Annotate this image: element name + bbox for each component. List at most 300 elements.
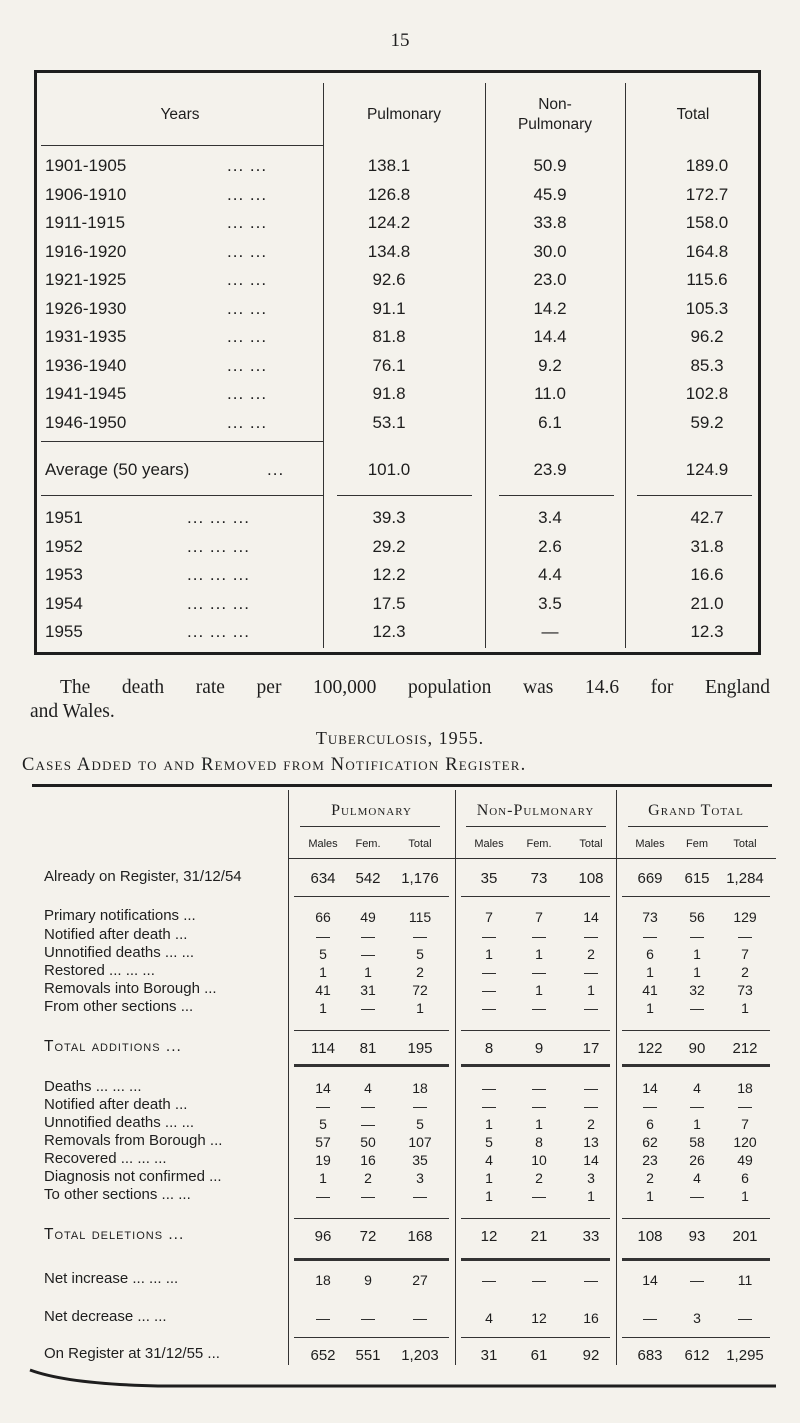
total-cell: 172.7 [685,184,729,204]
register-cell: 542 [355,870,381,887]
register-cell: — [584,1000,598,1016]
section-rule [294,896,449,897]
years-cell: 1901-1905 [45,156,127,175]
register-cell: 2 [587,1116,595,1132]
register-cell: 615 [684,870,710,887]
register-row-label: Removals from Borough ... [44,1132,223,1149]
total-cell: 42.7 [690,508,724,527]
register-cell: 49 [737,1152,753,1168]
register-row-label: Total deletions ... [44,1226,185,1243]
register-cell: — [316,928,330,944]
register-cell: 31 [480,1347,498,1364]
register-cell: 1 [693,964,701,980]
average-dots: ... [267,460,285,479]
register-cell: — [584,1080,598,1096]
section-rule [622,1030,770,1031]
register-cell: 10 [531,1152,547,1168]
register-cell: 6 [741,1170,749,1186]
register-cell: 4 [485,1310,493,1326]
register-cell: 13 [583,1134,599,1150]
subheader-cell: Total [579,838,603,850]
register-row-label: Diagnosis not confirmed ... [44,1168,222,1185]
register-cell: 17 [582,1040,600,1057]
note-line-1: The death rate per 100,000 population was 14.6 for England [60,677,770,698]
register-cell: 1 [319,1170,327,1186]
non-pulmonary-cell: 33.8 [533,213,567,232]
register-cell: 49 [360,909,376,925]
register-row-label: Notified after death ... [44,926,188,943]
register-cell: 96 [314,1228,332,1245]
non-pulmonary-cell: 6.1 [538,412,562,432]
section-rule [622,1218,770,1219]
register-cell: — [361,1000,375,1016]
register-cell: 1 [485,1170,493,1186]
non-pulmonary-cell: 4.4 [538,565,562,584]
register-cell: 3 [416,1170,424,1186]
register-cell: 33 [582,1228,600,1245]
register-cell: — [482,982,496,998]
register-cell: 2 [741,964,749,980]
register-cell: 107 [408,1134,432,1150]
total-cell: 16.6 [690,565,724,584]
group-grand-total: Grand Total [648,802,744,819]
section-rule [461,1258,610,1261]
page-number: 15 [390,30,410,51]
register-cell: 108 [637,1228,663,1245]
register-cell: 12 [531,1310,547,1326]
register-cell: — [738,928,752,944]
register-cell: 4 [693,1170,701,1186]
bottom-rule [28,1368,778,1388]
pulmonary-cell: 126.8 [367,184,411,204]
subheader-cell: Males [635,838,665,850]
register-cell: 4 [693,1080,701,1096]
years-cell: 1954 [45,593,83,613]
register-cell: 551 [355,1347,381,1364]
leader-dots: ... ... [227,213,268,232]
leader-dots: ... ... [227,156,268,175]
non-pulmonary-cell: 14.4 [533,327,567,346]
register-cell: 1 [646,964,654,980]
register-cell: — [690,1188,704,1204]
register-cell: 8 [484,1040,494,1057]
section-rule [622,1337,770,1338]
register-cell: 12 [480,1228,498,1245]
years-cell: 1941-1945 [45,384,127,403]
register-row-label: Primary notifications ... [44,907,196,924]
register-row-label: Unnotified deaths ... ... [44,944,195,961]
register-cell: 18 [737,1080,753,1096]
register-cell: — [690,1098,704,1114]
register-cell: — [413,928,427,944]
register-cell: 1 [646,1188,654,1204]
section-rule [622,1258,770,1261]
register-cell: 5 [416,1116,424,1132]
register-cell: 1 [646,1000,654,1016]
register-cell: 14 [642,1272,658,1288]
register-cell: — [316,1098,330,1114]
section-rule [622,1064,770,1067]
register-row-label: To other sections ... ... [44,1186,191,1203]
header-pulmonary: Pulmonary [366,106,442,123]
register-cell: 1,295 [726,1347,764,1364]
register-cell: — [584,928,598,944]
register-cell: 1,203 [401,1347,439,1364]
pulmonary-cell: 81.8 [372,327,406,346]
register-cell: — [584,1098,598,1114]
register-row-label: Total additions ... [44,1038,182,1055]
leader-dots: ... ... ... [187,565,250,584]
register-cell: 73 [642,909,658,925]
register-cell: 5 [485,1134,493,1150]
column-divider [455,790,456,1365]
subheader-rule [288,858,776,859]
section-title: Cases Added to and Removed from Notification Register. [22,755,527,775]
register-cell: — [316,1310,330,1326]
register-cell: — [482,928,496,944]
register-cell: 57 [315,1134,331,1150]
register-cell: 201 [732,1228,758,1245]
leader-dots: ... ... ... [187,593,250,613]
register-cell: — [532,1000,546,1016]
leader-dots: ... ... ... [187,622,250,641]
non-pulmonary-cell: 23.0 [533,270,567,289]
non-pulmonary-cell: 50.9 [533,156,567,175]
register-cell: — [738,1098,752,1114]
register-cell: 652 [310,1347,336,1364]
total-cell: 189.0 [685,156,729,175]
register-cell: 6 [646,946,654,962]
register-cell: 1 [741,1188,749,1204]
register-cell: — [584,1272,598,1288]
register-cell: 1,284 [726,870,764,887]
section-rule [294,1337,449,1338]
register-cell: 92 [582,1347,600,1364]
subheader-cell: Total [733,838,757,850]
register-cell: 7 [535,909,543,925]
years-cell: 1946-1950 [45,412,127,432]
register-cell: 3 [693,1310,701,1326]
total-cell: 105.3 [685,298,729,318]
group-rule [300,826,440,827]
register-cell: 1 [485,1116,493,1132]
years-cell: 1951 [45,508,83,527]
register-cell: 50 [360,1134,376,1150]
section-rule [294,1030,449,1031]
register-cell: 1 [535,982,543,998]
total-cell: 31.8 [690,536,724,556]
register-cell: 3 [587,1170,595,1186]
register-cell: 5 [319,946,327,962]
register-cell: 108 [578,870,604,887]
register-cell: 6 [646,1116,654,1132]
years-cell: 1931-1935 [45,327,127,346]
leader-dots: ... ... [227,298,268,318]
register-cell: 2 [646,1170,654,1186]
register-cell: 14 [642,1080,658,1096]
pulmonary-cell: 124.2 [367,213,411,232]
section-rule [461,896,610,897]
register-cell: — [532,1098,546,1114]
register-cell: — [361,1098,375,1114]
register-cell: 9 [534,1040,544,1057]
register-row-label: Already on Register, 31/12/54 [44,868,242,885]
register-cell: 115 [408,909,432,925]
section-rule [294,1064,449,1067]
total-cell: 115.6 [686,270,728,289]
non-pulmonary-cell: 9.2 [538,355,562,375]
register-cell: — [316,1188,330,1204]
register-cell: 129 [733,909,757,925]
register-cell: 16 [583,1310,599,1326]
register-cell: — [361,946,375,962]
leader-dots: ... ... ... [187,536,250,556]
register-cell: 1 [319,1000,327,1016]
leader-dots: ... ... [227,412,268,432]
register-cell: 7 [485,909,493,925]
register-cell: 56 [689,909,705,925]
leader-dots: ... ... ... [187,508,250,527]
register-cell: — [413,1188,427,1204]
register-cell: 19 [315,1152,331,1168]
pulmonary-cell: 92.6 [372,270,406,289]
pulmonary-cell: 91.1 [372,298,406,318]
pulmonary-cell: 53.1 [372,412,406,432]
register-cell: 41 [642,982,658,998]
register-cell: — [361,1310,375,1326]
column-divider [288,790,289,1365]
register-cell: 1 [364,964,372,980]
total-cell: 85.3 [690,355,724,375]
register-cell: — [532,1188,546,1204]
subheader-cell: Total [408,838,432,850]
register-cell: — [482,1098,496,1114]
register-cell: 1 [416,1000,424,1016]
register-cell: — [643,1098,657,1114]
register-cell: 120 [733,1134,757,1150]
register-cell: 5 [416,946,424,962]
register-cell: — [738,1310,752,1326]
section-rule [461,1218,610,1219]
years-cell: 1953 [45,565,83,584]
register-cell: — [584,964,598,980]
non-pulmonary-cell: 11.0 [534,384,566,403]
register-cell: 7 [741,1116,749,1132]
register-row-label: Deaths ... ... ... [44,1078,142,1095]
non-pulmonary-cell: 2.6 [538,536,562,556]
register-cell: 1 [693,1116,701,1132]
leader-dots: ... ... [227,241,268,261]
register-cell: — [361,928,375,944]
register-cell: — [532,964,546,980]
subheader-cell: Fem. [526,838,552,850]
non-pulmonary-cell: 3.4 [538,508,562,527]
non-pulmonary-cell: 14.2 [533,298,567,318]
register-cell: — [413,1098,427,1114]
non-pulmonary-cell: 45.9 [533,184,567,204]
register-cell: — [361,1188,375,1204]
pulmonary-cell: 12.3 [372,622,406,641]
column-divider [616,790,617,1365]
average-pulmonary: 101.0 [367,460,411,479]
register-cell: 18 [412,1080,428,1096]
register-cell: 1,176 [401,870,439,887]
leader-dots: ... ... [227,327,268,346]
header-years: Years [160,106,200,123]
subheader-cell: Fem [686,838,708,850]
section-rule [294,1258,449,1261]
register-cell: 90 [688,1040,706,1057]
group-rule [466,826,606,827]
register-cell: 1 [485,946,493,962]
pulmonary-cell: 39.3 [372,508,406,527]
register-cell: 1 [587,982,595,998]
register-row-label: Net increase ... ... ... [44,1270,179,1287]
section-subtitle: Tuberculosis, 1955. [315,728,485,748]
group-non-pulmonary: Non-Pulmonary [476,802,595,819]
register-cell: 1 [319,964,327,980]
section-rule [294,1218,449,1219]
register-cell: 32 [689,982,705,998]
register-cell: — [413,1310,427,1326]
register-cell: 41 [315,982,331,998]
group-pulmonary: Pulmonary [331,802,412,819]
register-cell: 4 [485,1152,493,1168]
register-cell: 195 [407,1040,433,1057]
register-row-label: On Register at 31/12/55 ... [44,1345,220,1362]
years-cell: 1916-1920 [45,241,127,261]
register-cell: — [690,928,704,944]
register-cell: 72 [412,982,428,998]
register-row-label: Net decrease ... ... [44,1308,167,1325]
years-cell: 1921-1925 [45,270,127,289]
register-cell: 26 [689,1152,705,1168]
register-cell: 2 [587,946,595,962]
pulmonary-cell: 91.8 [372,384,406,403]
register-row-label: Recovered ... ... ... [44,1150,167,1167]
register-cell: — [643,928,657,944]
register-cell: 1 [535,946,543,962]
leader-dots: ... ... [227,355,268,375]
years-cell: 1955 [45,622,83,641]
register-cell: — [532,1272,546,1288]
register-cell: 73 [737,982,753,998]
register-cell: 122 [637,1040,663,1057]
register-cell: 61 [530,1347,548,1364]
register-cell: 612 [684,1347,710,1364]
pulmonary-cell: 17.5 [372,593,406,613]
years-cell: 1926-1930 [45,298,127,318]
note-line-2: and Wales. [30,701,115,722]
register-cell: 72 [359,1228,377,1245]
register-cell: 168 [407,1228,433,1245]
register-cell: 669 [637,870,663,887]
register-cell: 1 [741,1000,749,1016]
register-cell: 81 [359,1040,377,1057]
years-cell: 1952 [45,536,83,556]
register-cell: 66 [315,909,331,925]
non-pulmonary-cell: — [541,622,559,641]
register-cell: — [532,928,546,944]
register-row-label: Notified after death ... [44,1096,188,1113]
pulmonary-cell: 29.2 [372,536,406,556]
register-cell: — [482,1272,496,1288]
total-cell: 59.2 [690,412,724,432]
header-total: Total [676,106,710,123]
subheader-cell: Males [474,838,504,850]
leader-dots: ... ... [227,384,268,403]
section-rule [461,1064,610,1067]
non-pulmonary-cell: 30.0 [533,241,567,261]
register-cell: 1 [693,946,701,962]
register-row-label: Removals into Borough ... [44,980,217,997]
register-cell: — [482,1000,496,1016]
average-label: Average (50 years) [45,460,190,479]
register-cell: 212 [732,1040,758,1057]
leader-dots: ... ... [227,184,268,204]
total-cell: 21.0 [690,593,724,613]
leader-dots: ... ... [227,270,268,289]
register-cell: 14 [583,1152,599,1168]
average-total: 124.9 [685,460,729,479]
register-cell: 683 [637,1347,663,1364]
register-cell: 1 [535,1116,543,1132]
register-cell: — [482,1080,496,1096]
section-rule [622,896,770,897]
register-cell: 2 [535,1170,543,1186]
register-cell: 58 [689,1134,705,1150]
register-cell: 4 [364,1080,372,1096]
register-cell: 27 [412,1272,428,1288]
average-non-pulmonary: 23.9 [533,460,567,479]
years-cell: 1911-1915 [45,213,126,232]
total-cell: 102.8 [685,384,729,403]
register-cell: 73 [530,870,548,887]
register-cell: 18 [315,1272,331,1288]
register-cell: 23 [642,1152,658,1168]
register-cell: 21 [530,1228,548,1245]
total-cell: 96.2 [690,327,724,346]
total-cell: 12.3 [690,622,724,641]
register-cell: 114 [311,1040,335,1057]
register-cell: 35 [412,1152,428,1168]
subheader-cell: Fem. [355,838,381,850]
register-cell: 31 [360,982,376,998]
register-cell: 14 [315,1080,331,1096]
register-row-label: From other sections ... [44,998,194,1015]
register-cell: 93 [688,1228,706,1245]
register-cell: 14 [583,909,599,925]
register-cell: — [690,1272,704,1288]
pulmonary-cell: 138.1 [367,156,411,175]
register-cell: — [482,964,496,980]
register-cell: 1 [485,1188,493,1204]
register-cell: — [690,1000,704,1016]
section-rule [461,1030,610,1031]
years-cell: 1936-1940 [45,355,127,375]
register-cell: 35 [480,870,498,887]
register-cell: 16 [360,1152,376,1168]
total-cell: 158.0 [685,213,729,232]
register-cell: 11 [737,1272,753,1288]
register-cell: 634 [310,870,336,887]
register-cell: 7 [741,946,749,962]
group-rule [628,826,768,827]
pulmonary-cell: 134.8 [367,241,411,261]
register-row-label: Restored ... ... ... [44,962,155,979]
register-cell: 8 [535,1134,543,1150]
register-cell: 62 [642,1134,658,1150]
